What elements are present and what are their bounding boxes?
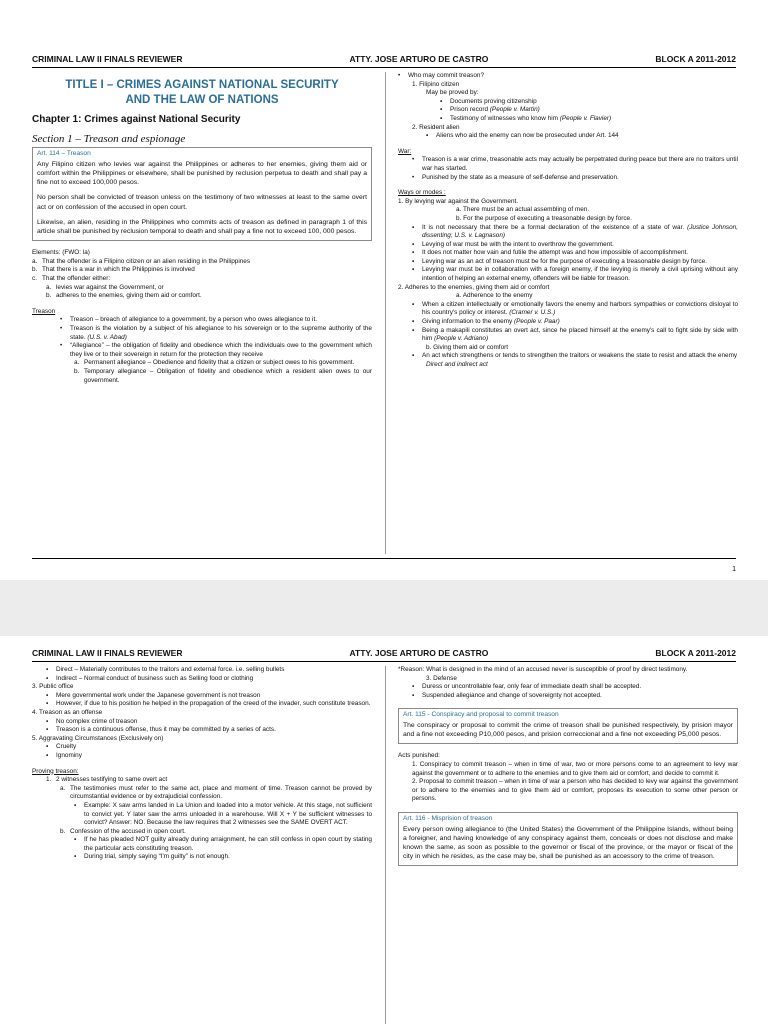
page-gap (0, 580, 768, 636)
article-116-heading: Art. 116 - Misprision of treason (403, 814, 493, 822)
direct-act: ▪ Direct – Materially contributes to the traitors and external force. i.e. selling bullets (46, 666, 285, 673)
right-column (398, 72, 738, 370)
proof-documents: ▪ Documents proving citizenship (440, 97, 537, 105)
mode-1a: a. There must be an actual assembling of men. (456, 206, 590, 214)
element-c-b: b. adheres to the enemies, giving them aid or comfort. (46, 292, 202, 300)
section-heading: Section 1 – Treason and espionage (32, 132, 186, 145)
proving-point-1: 1. 2 witnesses testifying to same overt act (46, 776, 168, 784)
header-left: CRIMINAL LAW II FINALS REVIEWER (32, 54, 183, 64)
proof-prison-record: ▪ Prison record (People v. Martin) (440, 106, 540, 114)
treason-point-1: • Treason – breach of allegiance to a government, by a person who owes allegiance to it. (60, 316, 318, 324)
article-114-paragraph-2: No person shall be convicted of treason unless on the testimony of two witnesses at least to the same overt act or on confession of the accused in open court. (37, 194, 367, 211)
element-b: b. That there is a war in which the Philippines is involved (32, 266, 195, 274)
public-office-point-1: ▪ Mere governmental work under the Japanese government is not treason (46, 691, 261, 699)
mode-2b: b. Giving them aid or comfort (426, 343, 509, 351)
mode-2: 2. Adheres to the enemies, giving them aid or comfort (398, 283, 550, 291)
defense-heading: 3. Defense (426, 674, 457, 682)
may-be-proved-by: May be proved by: (426, 89, 479, 97)
article-115-heading: Art. 115 - Conspiracy and proposal to commit treason (403, 711, 559, 719)
war-point-1: • Treason is a war crime, treasonable acts may actually be perpetrated during peace but there are no traitors until war has started. (412, 156, 738, 172)
allegiance-permanent: a. Permanent allegiance – Obedience and fidelity that a citizen or subject owes to his government. (74, 359, 355, 367)
mode-2-point-3: ▪ Being a makapili constitutes an overt act, since he placed himself at the enemy's call to fight side by side with him (People v. Adriano) (412, 326, 738, 343)
article-114-heading: Art. 114 – Treason (37, 150, 91, 158)
left-column (32, 666, 372, 862)
offense-point-1: ▪ No complex crime of treason (46, 717, 138, 725)
page-header (32, 54, 736, 68)
resident-alien: 2. Resident alien (412, 123, 460, 131)
element-c: c. That the offender either: (32, 274, 111, 282)
mode-2-point-2: ▪ Giving information to the enemy (People v. Paar) (412, 318, 560, 326)
header-right: BLOCK A 2011-2012 (655, 54, 736, 64)
aggravating-heading: 5. Aggravating Circumstances (Exclusively on) (32, 734, 164, 742)
header-center: ATTY. JOSE ARTURO DE CASTRO (349, 54, 489, 64)
mode-1-point-3: ▪ It does not matter how vain and futile the attempt was and how impossible of accomplishment. (412, 249, 689, 257)
proving-example: ▪ Example: X saw arms landed in La Union and loaded into a motor vehicle. At this stage, not sufficient to convict yet. Y later saw the arms unloaded in a warehouse. Will X + Y be sufficient witnesses to convict? Answer: NO. Because the law requires that 2 witnesses see the SAME OVERT ACT. (74, 801, 372, 827)
offense-point-2: ▪ Treason is a continuous offense, thus it may be committed by a series of acts. (46, 726, 276, 734)
treason-point-2: • Treason is the violation by a subject of his allegiance to his sovereign or to the supreme authority of the state. (U.S. v. Abad) (60, 324, 372, 341)
war-heading: War: (398, 147, 412, 155)
filipino-citizen: 1. Filipino citizen (412, 80, 460, 88)
element-a: a. That the offender is a Filipino citizen or an alien residing in the Philippines (32, 257, 251, 265)
ways-heading: Ways or modes : (398, 189, 446, 197)
element-c-a: a. levies war against the Government, or (46, 283, 164, 291)
header-right: BLOCK A 2011-2012 (655, 648, 736, 658)
article-116-paragraph: Every person owing allegiance to (the United States) the Government of the Philippine Islands, without being a foreigner, and having knowledge of any conspiracy against them, conceals or does not disclose and make known the same, as soon as possible to the governor or fiscal of the province, or the mayor or fiscal of the city in which he resides, as the case may be, shall be punished as an accessory to the crime of treason. (403, 825, 733, 861)
title-line-1: TITLE I – CRIMES AGAINST NATIONAL SECURITY (65, 79, 339, 91)
mode-1: 1. By levying war against the Government. (398, 197, 519, 205)
column-divider (385, 666, 386, 1024)
mode-2-point-4: ▪ An act which strengthens or tends to strengthen the traitors or weakens the state to resist and attack the enemy (412, 352, 738, 360)
acts-punished-heading: Acts punished: (398, 752, 440, 760)
public-office-point-2: ▪ However, if due to his position he helped in the propagation of the creed of the invader, such constitute treason. (46, 700, 371, 708)
public-office-heading: 3. Public office (32, 683, 74, 691)
mode-1-point-5: ▪ Levying war must be in collaboration with a foreign enemy, if the levying is merely a civil uprising without any intention of helping an external enemy, offenders will be liable for treason. (412, 266, 738, 283)
page-2 (0, 636, 768, 1024)
acts-conspiracy: 1. Conspiracy to commit treason – when in time of war, two or more persons come to an agreement to levy war against the government or to adhere to the enemies and to give them aid or comfort, and decide to commit it. (412, 760, 738, 777)
who-may-commit: • Who may commit treason? (398, 72, 485, 79)
page-header (32, 648, 736, 662)
right-column (398, 666, 738, 874)
alien-note: ▪ Aliens who aid the enemy can now be prosecuted under Art. 144 (426, 132, 619, 140)
elements-heading: Elements: (FWO: la) (32, 249, 90, 257)
chapter-heading: Chapter 1: Crimes against National Security (32, 114, 241, 125)
proof-testimony: ▪ Testimony of witnesses who know him (People v. Flavier) (440, 114, 612, 122)
direct-indirect-note: Direct and indirect act (426, 361, 488, 368)
mode-2-point-1: ▪ When a citizen intellectually or emotionally favors the enemy and harbors sympathies or convictions disloyal to his country's policy or interest. (Cramer v. U.S.) (412, 300, 738, 317)
proving-point-1a: a. The testimonies must refer to the same act, place and moment of time. Treason cannot be proved by circumstantial evidence or by extrajudicial confession. (60, 784, 372, 801)
confession-point-1: ▪ If he has pleaded NOT guilty already during arraignment, he can still confess in open court by stating the particular acts constituting treason. (74, 836, 372, 852)
mode-2a: a. Adherence to the enemy (456, 292, 533, 300)
mode-1-point-1: ▪ It is not necessary that there be a formal declaration of the existence of a state of war. (Justice Johnson, dissenting; U.S. v. Lagnason) (412, 223, 738, 240)
article-114-box (32, 147, 372, 241)
left-column (32, 72, 372, 385)
defense-point-1: ▪ Duress or uncontrollable fear, only fear of immediate death shall be accepted. (412, 683, 642, 691)
war-point-2: • Punished by the state as a measure of self-defense and preservation. (412, 173, 619, 181)
proving-treason-heading: Proving treason: (32, 767, 79, 775)
confession-point-2: ▪ During trial, simply saying “I'm guilty” is not enough. (74, 853, 230, 861)
header-left: CRIMINAL LAW II FINALS REVIEWER (32, 648, 183, 658)
treason-heading: Treason (32, 307, 56, 315)
mode-1b: b. For the purpose of executing a treasonable design by force. (456, 214, 632, 222)
aggravating-ignominy: ▪ Ignominy (46, 751, 82, 759)
reason-note: *Reason: What is designed in the mind of an accused never is susceptible of proof by direct testimony. (398, 666, 688, 673)
acts-proposal: 2. Proposal to commit treason – when in time of war a person who has decided to levy war against the government or to adhere to the enemies and to give them aid or comfort, proposes its execution to some other person or persons. (412, 778, 738, 803)
aggravating-cruelty: ▪ Cruelty (46, 743, 77, 751)
title-line-2: AND THE LAW OF NATIONS (125, 94, 279, 106)
article-115-paragraph: The conspiracy or proposal to commit the crime of treason shall be punished respectively, by prision mayor and a fine not exceeding P10,000 pesos, and prision correccional and a fine not exceeding P5,000 pesos. (403, 721, 733, 739)
mode-1-point-4: ▪ Levying war as an act of treason must be for the purpose of executing a treasonable design by force. (412, 257, 707, 265)
article-116-box (398, 812, 738, 866)
defense-point-2: ▪ Suspended allegiance and change of sovereignty not accepted. (412, 691, 602, 699)
indirect-act: ▪ Indirect – Normal conduct of business such as Selling food or clothing (46, 674, 254, 682)
treason-point-3: • “Allegiance” – the obligation of fidelity and obedience which the individuals owe to the government which they live or to their sovereign in return for the protection they receive (60, 342, 372, 358)
proving-point-1b: b. Confession of the accused in open court. (60, 827, 186, 835)
article-114-paragraph-1: Any Filipino citizen who levies war against the Philippines or adheres to her enemies, giving them aid or comfort within the Philippines or elsewhere, shall be punished by reclusion perpetua to death and shall pay a fine not to exceed 100,000 pesos. (37, 160, 367, 187)
offense-heading: 4. Treason as an offense (32, 708, 103, 716)
column-divider (385, 72, 386, 554)
article-114-paragraph-3: Likewise, an alien, residing in the Philippines who commits acts of treason as defined in paragraph 1 of this article shall be punished by reclusion temporal to death and shall pay a fine not to exceed 100, 000 pesos. (37, 218, 367, 235)
page-number: 1 (732, 566, 736, 573)
header-center: ATTY. JOSE ARTURO DE CASTRO (349, 648, 489, 658)
footer-rule (32, 558, 736, 559)
article-115-box (398, 708, 738, 744)
allegiance-temporary: b. Temporary allegiance – Obligation of fidelity and obedience which a resident alien owes to our government. (74, 367, 372, 384)
mode-1-point-2: ▪ Levying of war must be with the intent to overthrow the government. (412, 240, 614, 248)
